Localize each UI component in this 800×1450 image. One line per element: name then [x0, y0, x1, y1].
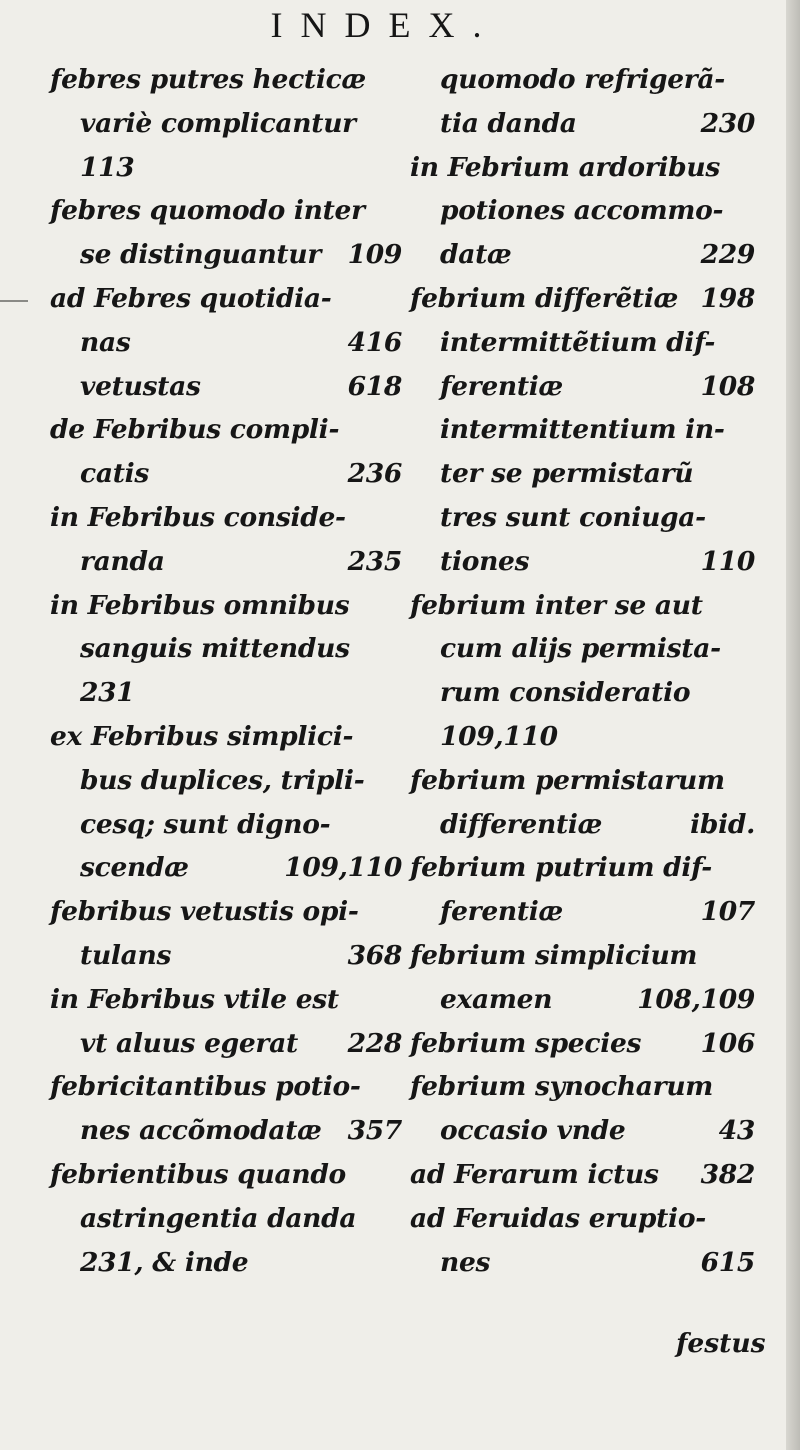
- index-entry-page: 110: [700, 545, 755, 577]
- index-entry: [410, 1241, 755, 1285]
- index-entry-text: ex Febribus simplici-: [50, 720, 354, 752]
- index-entry-text: febrium simplicium: [410, 939, 698, 971]
- index-entry-page: 230: [700, 107, 755, 139]
- index-entry: [50, 759, 402, 803]
- index-entry-text: rum consideratio: [440, 677, 691, 709]
- index-entry-page: 416: [347, 326, 402, 358]
- index-entry: [410, 934, 755, 978]
- index-entry-text: cum alijs permista-: [440, 633, 721, 665]
- index-entry-text: tia danda: [440, 107, 577, 139]
- index-entry-page: 228: [347, 1027, 402, 1059]
- index-entry: [50, 189, 402, 233]
- index-entry: [50, 584, 402, 628]
- index-entry: [410, 452, 755, 496]
- index-entry-page: 382: [700, 1158, 755, 1190]
- index-entry-text: datæ: [440, 239, 512, 271]
- index-entry: [410, 627, 755, 671]
- index-entry-page: 108,109: [637, 983, 755, 1015]
- index-entry: [410, 671, 755, 715]
- index-entry-text: 113: [80, 151, 135, 183]
- index-entry-text: intermittentium in-: [440, 414, 725, 446]
- page-header: INDEX.: [270, 5, 500, 45]
- index-entry-text: febrium inter se aut: [410, 589, 703, 621]
- index-entry: [50, 1241, 402, 1285]
- index-entry: [50, 496, 402, 540]
- index-entry-page: 229: [700, 239, 755, 271]
- index-entry: [410, 189, 755, 233]
- index-entry-text: febrium putrium dif-: [410, 852, 712, 884]
- index-entry-text: febrientibus quando: [50, 1158, 346, 1190]
- index-entry-text: tulans: [80, 939, 172, 971]
- index-entry: [50, 365, 402, 409]
- index-entry-text: ad Febres quotidia-: [50, 282, 332, 314]
- index-entry: [410, 146, 755, 190]
- index-entry-page: 357: [347, 1115, 402, 1147]
- index-entry-text: vetustas: [80, 370, 201, 402]
- index-entry: [50, 277, 402, 321]
- index-entry-page: 106: [700, 1027, 755, 1059]
- index-entry-page: 109: [347, 239, 402, 271]
- index-entry: [410, 803, 755, 847]
- index-entry-text: se distinguantur: [80, 239, 321, 271]
- index-entry-text: in Febrium ardoribus: [410, 151, 720, 183]
- index-entry-text: de Febribus compli-: [50, 414, 340, 446]
- index-entry-text: ad Feruidas eruptio-: [410, 1202, 706, 1234]
- index-entry-text: tiones: [440, 545, 530, 577]
- index-entry-page: 43: [718, 1115, 755, 1147]
- index-entry-page: ibid.: [690, 808, 755, 840]
- index-entry-text: bus duplices, tripli-: [80, 764, 365, 796]
- index-entry: [410, 408, 755, 452]
- index-entry: [410, 759, 755, 803]
- index-entry-text: intermittẽtium dif-: [440, 326, 716, 358]
- index-entry-text: vt aluus egerat: [80, 1027, 298, 1059]
- index-entry-text: febricitantibus potio-: [50, 1071, 361, 1103]
- index-entry: [410, 715, 755, 759]
- index-entry: [50, 978, 402, 1022]
- index-entry-text: sanguis mittendus: [80, 633, 350, 665]
- index-entry: [50, 452, 402, 496]
- index-entry-page: 198: [700, 282, 755, 314]
- catchword: festus: [676, 1328, 766, 1359]
- index-entry: [410, 496, 755, 540]
- index-entry-page: 368: [347, 939, 402, 971]
- index-entry-page: 236: [347, 458, 402, 490]
- index-entry: [50, 102, 402, 146]
- index-entry: [50, 321, 402, 365]
- index-entry-text: differentiæ: [440, 808, 603, 840]
- index-entry-text: ferentiæ: [440, 896, 563, 928]
- index-entry-text: febres putres hecticæ: [50, 64, 366, 95]
- index-entry-text: febribus vetustis opi-: [50, 896, 359, 928]
- index-entry: [50, 1109, 402, 1153]
- index-entry: [50, 846, 402, 890]
- index-entry-text: examen: [440, 983, 553, 1015]
- index-entry: [50, 1153, 402, 1197]
- index-entry-text: nes accõmodatæ: [80, 1115, 322, 1147]
- index-entry-text: 231: [80, 677, 135, 709]
- index-entry-text: in Febribus vtile est: [50, 983, 339, 1015]
- index-entry: [50, 934, 402, 978]
- index-entry: [50, 803, 402, 847]
- index-entry-text: astringentia danda: [80, 1202, 357, 1234]
- index-entry: [410, 1109, 755, 1153]
- index-entry: [50, 1022, 402, 1066]
- index-column-left: [50, 58, 402, 1284]
- index-entry-text: quomodo refrigerã-: [440, 64, 725, 95]
- index-entry: [410, 58, 755, 102]
- index-entry-text: catis: [80, 458, 150, 490]
- index-entry-text: occasio vnde: [440, 1115, 626, 1147]
- index-entry-text: ferentiæ: [440, 370, 563, 402]
- index-entry: [50, 1197, 402, 1241]
- index-entry-text: tres sunt coniuga-: [440, 501, 706, 533]
- index-entry-text: in Febribus conside-: [50, 501, 346, 533]
- index-entry: [50, 671, 402, 715]
- index-entry: [410, 365, 755, 409]
- index-entry-text: in Febribus omnibus: [50, 589, 350, 621]
- index-entry: [50, 627, 402, 671]
- index-entry-text: febrium synocharum: [410, 1071, 714, 1103]
- index-entry-text: nas: [80, 326, 131, 358]
- index-entry-page: 107: [700, 896, 755, 928]
- index-entry: [410, 978, 755, 1022]
- index-entry-text: febrium differẽtiæ: [410, 282, 679, 314]
- index-entry: [50, 715, 402, 759]
- index-entry: [410, 584, 755, 628]
- index-entry-page: 109,110: [284, 852, 402, 884]
- index-entry: [410, 321, 755, 365]
- index-entry-text: variè complicantur: [80, 107, 356, 139]
- index-entry: [410, 1197, 755, 1241]
- index-entry-page: 618: [347, 370, 402, 402]
- index-entry: [410, 540, 755, 584]
- index-entry-text: febres quomodo inter: [50, 195, 365, 227]
- index-entry: [410, 102, 755, 146]
- index-entry-page: 235: [347, 545, 402, 577]
- index-entry: [410, 1065, 755, 1109]
- index-entry-text: febrium permistarum: [410, 764, 725, 796]
- index-entry-text: 109,110: [440, 720, 558, 752]
- margin-mark: [0, 300, 28, 302]
- index-entry-text: randa: [80, 545, 165, 577]
- index-entry: [50, 58, 402, 102]
- index-entry: [50, 540, 402, 584]
- index-entry-text: ter se permistarũ: [440, 458, 694, 490]
- index-column-right: [410, 58, 755, 1284]
- index-entry: [410, 233, 755, 277]
- index-entry: [410, 1153, 755, 1197]
- index-entry: [50, 1065, 402, 1109]
- page-edge-shadow: [786, 0, 800, 1450]
- index-entry-text: cesq; sunt digno-: [80, 808, 331, 840]
- index-entry: [50, 408, 402, 452]
- index-entry-text: nes: [440, 1246, 491, 1278]
- index-entry-text: potiones accommo-: [440, 195, 724, 227]
- index-entry-page: 108: [700, 370, 755, 402]
- index-entry: [410, 1022, 755, 1066]
- index-entry-text: 231, & inde: [80, 1246, 249, 1278]
- index-entry: [410, 846, 755, 890]
- index-entry: [410, 890, 755, 934]
- index-entry: [50, 146, 402, 190]
- index-entry: [410, 277, 755, 321]
- index-entry-page: 615: [700, 1246, 755, 1278]
- index-entry-text: scendæ: [80, 852, 189, 884]
- index-entry-text: ad Ferarum ictus: [410, 1158, 659, 1190]
- index-entry: [50, 890, 402, 934]
- index-entry: [50, 233, 402, 277]
- index-entry-text: febrium species: [410, 1027, 642, 1059]
